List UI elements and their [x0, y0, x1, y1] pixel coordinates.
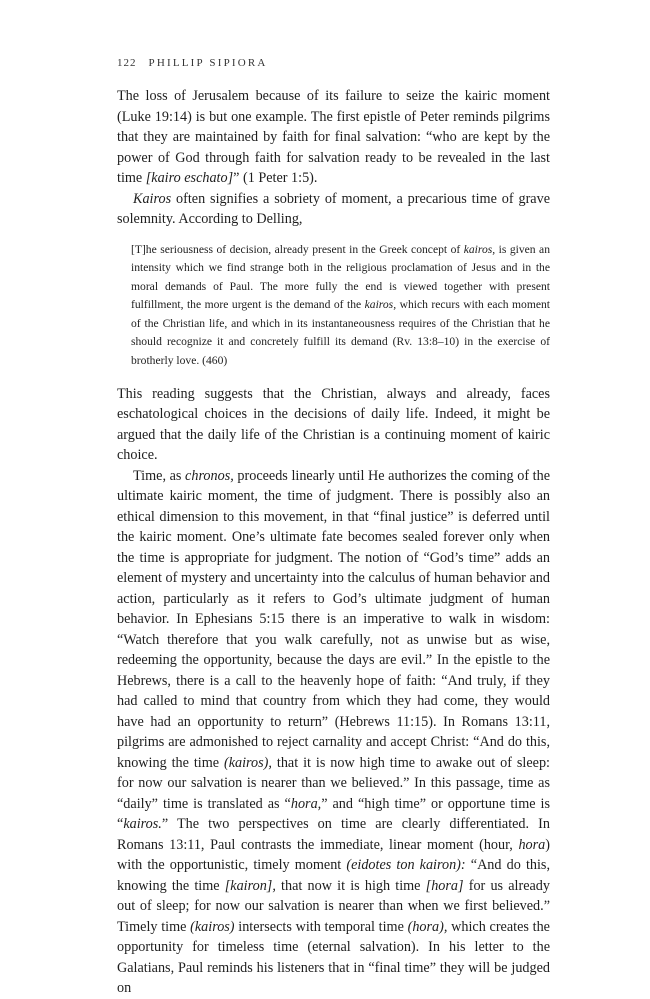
- text-run: The loss of Jerusalem because of its failure to seize the kairic moment (Luke 19:14) is but one example. The first epistle of Peter reminds pilgrims that they are maintained by faith for final salvation: “who are kept by the power of God through faith for salvation ready to be revealed in the last time: [117, 88, 550, 186]
- italic-run: kairos,: [463, 242, 496, 256]
- page-number: 122: [117, 57, 137, 69]
- italic-run: chronos,: [185, 467, 234, 484]
- italic-run: [kairon],: [224, 877, 276, 894]
- italic-run: (eidotes ton kairon):: [346, 857, 466, 874]
- text-run: “And do this, knowing the time: [117, 857, 550, 894]
- text-run: is given an intensity which we find strange both in the religious proclamation of Jesus and in the moral demands of Paul. The more fully the end is viewed together with present fulfillment, the more urgent is the demand of the: [131, 242, 550, 312]
- italic-run: hora,: [290, 795, 322, 812]
- page-body: [117, 86, 550, 999]
- text-run: for us already out of sleep; for now our salvation is nearer than when we first believed.” Timely time: [117, 877, 550, 935]
- italic-run: (kairos),: [224, 754, 272, 771]
- italic-run: (hora),: [407, 918, 448, 935]
- text-run: ” The two perspectives on time are clearly differentiated. In Romans 13:11, Paul contrasts the immediate, linear moment (hour,: [117, 816, 550, 853]
- running-head-author: PHILLIP SIPIORA: [148, 57, 268, 69]
- italic-run: hora: [518, 836, 546, 853]
- text-run: [T]he seriousness of decision, already present in the Greek concept of: [131, 242, 464, 256]
- paragraph-1: [117, 86, 550, 189]
- text-run: often signifies a sobriety of moment, a precarious time of grave solemnity. According to Delling,: [117, 190, 550, 227]
- text-run: that now it is high time: [275, 877, 426, 894]
- text-run: intersects with temporal time: [234, 918, 408, 935]
- italic-run: [hora]: [425, 877, 464, 894]
- paragraph-4: [117, 466, 550, 999]
- italic-run: kairos,: [364, 298, 397, 312]
- italic-run: kairos.: [123, 816, 162, 833]
- text-run: ” (1 Peter 1:5).: [233, 170, 318, 186]
- paragraph-2: [117, 189, 550, 230]
- text-run: ) with the opportunistic, timely moment: [117, 836, 550, 874]
- text-run: proceeds linearly until He authorizes the coming of the ultimate kairic moment, the time of judgment. There is possibly also an ethical dimension to this movement, in that “final justice” is deferred until the kairic moment. One’s ultimate fate becomes sealed forever only when the time is appropriate for judgment. The notion of “God’s time” adds an element of mystery and uncertainty into the calculus of human behavior and action, particularly as it refers to God’s ultimate judgment of human behavior. In Ephesians 5:15 there is an imperative to walk in wisdom: “Watch therefore that you walk carefully, not as unwise but as wise, redeeming the opportunity, because the days are evil.” In the epistle to the Hebrews, there is a call to the heavenly hope of faith: “And truly, if they had called to mind that country from which they had come, they would have had an opportunity to return” (Hebrews 11:15). In Romans 13:11, pilgrims are admonished to reject carnality and accept Christ: “And do this, knowing the time: [117, 467, 550, 771]
- italic-run: (kairos): [190, 918, 235, 935]
- italic-run: [kairo eschato]: [145, 170, 234, 186]
- paragraph-3: This reading suggests that the Christian, always and already, faces eschatological choices in the decisions of daily life. Indeed, it might be argued that the daily life of the Christian is a continuing moment of kairic choice.: [117, 385, 550, 464]
- text-run: which creates the opportunity for timeless time (eternal salvation). In his letter to the Galatians, Paul reminds his listeners that in “final time” they will be judged on: [117, 918, 550, 997]
- italic-run: Kairos: [133, 190, 172, 207]
- text-run: Time, as: [133, 467, 186, 484]
- block-quote: [131, 241, 550, 371]
- text-run: that it is now high time to awake out of sleep: for now our salvation is nearer than we believed.” In this passage, time as “daily” time is translated as “: [117, 754, 550, 812]
- running-header: [117, 57, 268, 69]
- text-run: which recurs with each moment of the Christian life, and which in its instantaneousness requires of the Christian that he should recognize it and concretely fulfill its demand (Rv. 13:8–10) in the exercise of brotherly love. (460): [131, 298, 550, 368]
- text-run: ” and “high time” or opportune time is “: [117, 795, 550, 833]
